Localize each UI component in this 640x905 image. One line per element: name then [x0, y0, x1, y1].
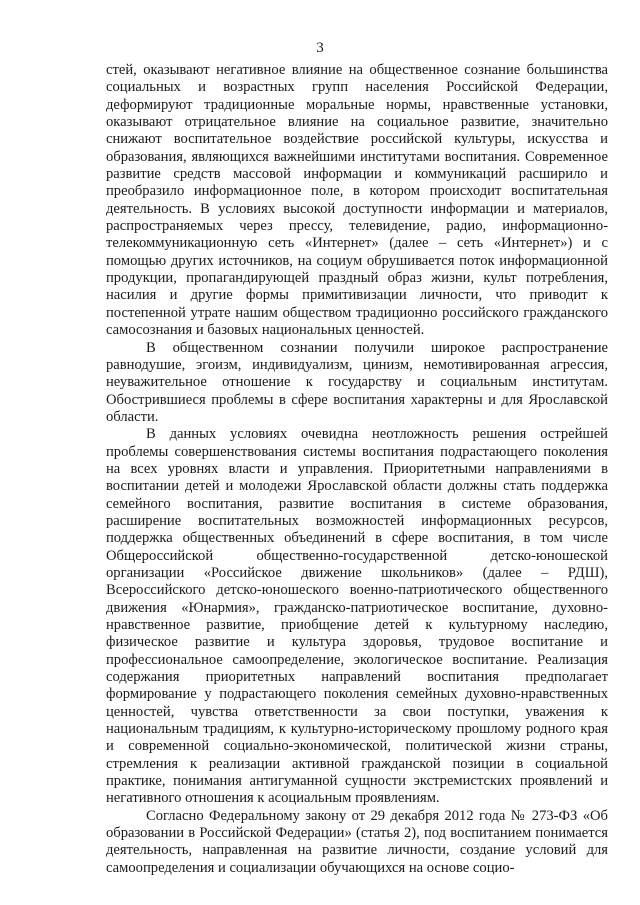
paragraph-priority-directions: В данных условиях очевидна неотложность решения острейшей проблемы совершенствования системы воспитания подрастающего поколения на всех уровнях власти и управления. Приоритетными направлениями в воспитании детей и молодежи Ярославской области должны стать поддержка семейного воспитания, развитие воспитания в системе образования, расширение воспитательных возможностей информационных ресурсов, поддержка общественных объединений в сфере воспитания, в том числе Общероссийской общественно-государственной детско-юношеской организации «Российское движение школьников» (далее – РДШ), Всероссийского детско-юношеского военно-патриотического общественного движения «Юнармия», гражданско-патриотическое воспитание, духовно-нравственное развитие, приобщение детей к культурному наследию, физическое развитие и культура здоровья, трудовое воспитание и профессиональное самоопределение, экологическое воспитание. Реализация содержания приоритетных направлений воспитания предполагает формирование у подрастающего поколения семейных духовно-нравственных ценностей, чувства ответственности за свои поступки, уважения к национальным традициям, к культурно-историческому прошлому родного края и современной социально-экономической, политической жизни страны, стремления к реализации активной гражданской позиции в социальной практике, понимания антигуманной сущности экстремистских проявлений и негативного отношения к асоциальным проявлениям.	[106, 426, 608, 807]
paragraph-continuation: стей, оказывают негативное влияние на общественное сознание большинства социальных и возрастных групп населения Российской Федерации, деформируют традиционные моральные нормы, нравственные установки, оказывают отрицательное влияние на социальное развитие, значительно снижают воспитательное воздействие российской культуры, искусства и образования, являющихся важнейшими институтами воспитания. Современное развитие средств массовой информации и коммуникаций расширило и преобразило информационное поле, в котором происходит воспитательная деятельность. В условиях высокой доступности информации и материалов, распространяемых через прессу, телевидение, радио, информационно-телекоммуникационную сеть «Интернет» (далее – сеть «Интернет») и с помощью других источников, на социум обрушивается поток информационной продукции, пропагандирующей праздный образ жизни, культ потребления, насилия и другие формы примитивизации личности, что приводит к постепенной утрате нашим обществом традиционно российского гражданского самосознания и базовых национальных ценностей.	[106, 62, 608, 339]
paragraph-public-consciousness: В общественном сознании получили широкое распространение равнодушие, эгоизм, индивидуализм, цинизм, немотивированная агрессия, неуважительное отношение к государству и социальным институтам. Обострившиеся проблемы в сфере воспитания характерны и для Ярославской области.	[106, 339, 608, 425]
paragraph-federal-law: Согласно Федеральному закону от 29 декабря 2012 года № 273-ФЗ «Об образовании в Российской Федерации» (статья 2), под воспитанием понимается деятельность, направленная на развитие личности, создание условий для самоопределения и социализации обучающихся на основе социо-	[106, 807, 608, 876]
page-number: 3	[316, 40, 324, 56]
body-text	[106, 62, 608, 877]
